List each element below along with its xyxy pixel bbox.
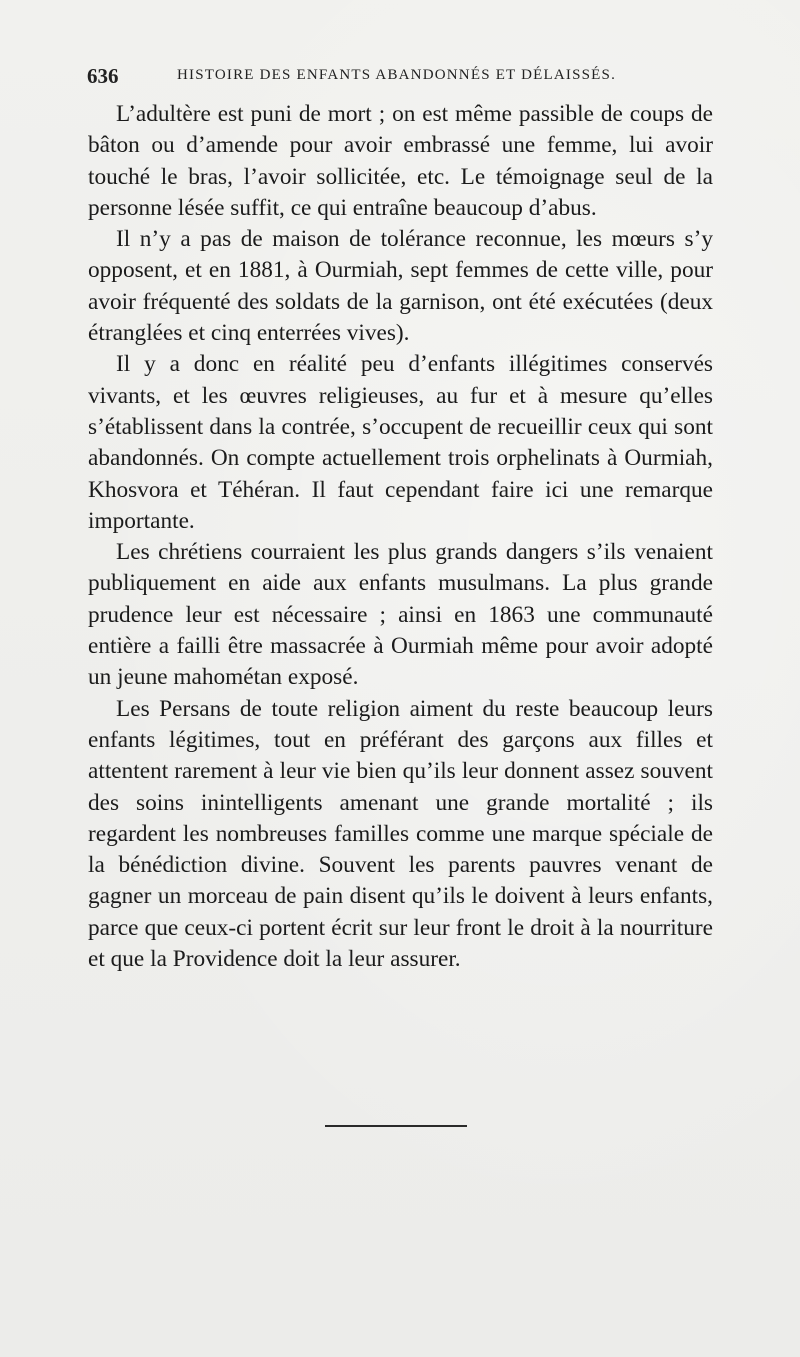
page-number: 636 xyxy=(87,64,119,88)
page-header xyxy=(87,64,712,88)
paragraph-persans: Les Persans de toute religion aiment du reste beaucoup leurs enfants légitimes, tout en préférant des garçons aux filles et attentent rarement à leur vie bien qu’ils leur donnent assez souvent des soins inintelligents amenant une grande mortalité ; ils regardent les nombreuses familles comme une marque spéciale de la bénédiction divine. Souvent les parents pauvres venant de gagner un morceau de pain disent qu’ils le doivent à leurs enfants, parce que ceux-ci portent écrit sur leur front le droit à la nourriture et que la Providence doit la leur assurer. xyxy=(88,695,713,973)
paragraph-christians: Les chrétiens courraient les plus grands dangers s’ils venaient publiquement en aide aux enfants musulmans. La plus grande prudence leur est nécessaire ; ainsi en 1863 une communauté entière a failli être massacrée à Ourmiah même pour avoir adopté un jeune mahométan exposé. xyxy=(88,539,713,691)
paragraph-adultery: L’adultère est puni de mort ; on est même passible de coups de bâton ou d’amende pour avoir embrassé une femme, lui avoir touché le bras, l’avoir sollicitée, etc. Le témoignage seul de la personne lésée suffit, ce qui entraîne beaucoup d’abus. xyxy=(88,101,713,221)
section-end-rule xyxy=(325,1125,467,1127)
running-title: HISTOIRE DES ENFANTS ABANDONNÉS ET DÉLAISSÉS. xyxy=(177,67,617,83)
paragraph-orphanages: Il y a donc en réalité peu d’enfants illégitimes conservés vivants, et les œuvres religieuses, au fur et à mesure qu’elles s’établissent dans la contrée, s’occupent de recueillir ceux qui sont abandonnés. On compte actuellement trois orphelinats à Ourmiah, Khosvora et Téhéran. Il faut cependant faire ici une remarque importante. xyxy=(88,351,713,534)
paragraph-tolerance: Il n’y a pas de maison de tolérance reconnue, les mœurs s’y opposent, et en 1881, à Ourmiah, sept femmes de cette ville, pour avoir fréquenté des soldats de la garnison, ont été exécutées (deux étranglées et cinq enterrées vives). xyxy=(88,226,713,347)
body-text xyxy=(88,99,713,975)
